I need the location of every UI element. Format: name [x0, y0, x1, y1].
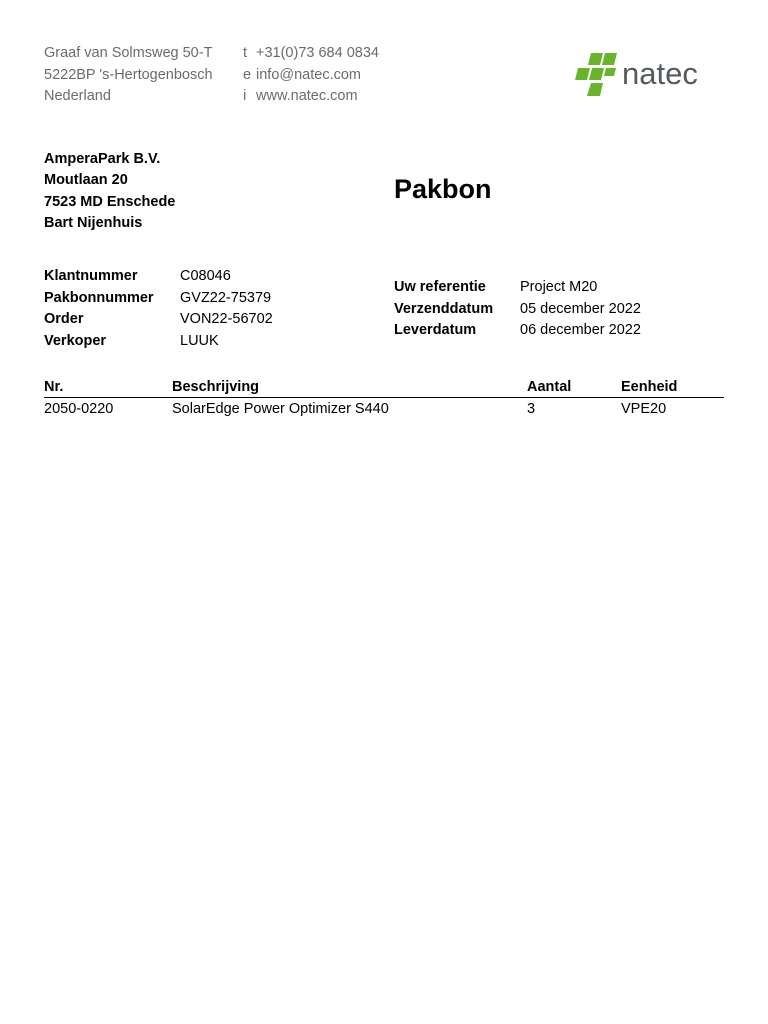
cell-aantal: 3	[527, 401, 536, 417]
cell-eenheid: VPE20	[621, 401, 667, 417]
info-label: Leverdatum	[394, 322, 477, 338]
recipient-company: AmperaPark B.V.	[44, 151, 161, 167]
sender-contact	[243, 43, 379, 108]
order-info-left	[44, 266, 273, 352]
info-label: Pakbonnummer	[44, 289, 154, 306]
info-label: Verzenddatum	[394, 300, 494, 317]
order-info-right	[394, 277, 641, 342]
phone-prefix: t	[243, 45, 248, 61]
email-prefix: e	[243, 66, 252, 83]
sender-address	[44, 43, 213, 108]
info-row-verzenddatum	[394, 299, 641, 321]
recipient-postal-city: 7523 MD Enschede	[44, 193, 176, 210]
document-title: Pakbon	[394, 174, 492, 204]
solar-panel-logo-icon	[574, 52, 618, 98]
info-value: Project M20	[520, 279, 598, 295]
contact-email	[243, 65, 379, 87]
table-row	[44, 398, 724, 420]
info-label: Uw referentie	[394, 279, 486, 295]
info-row-leverdatum	[394, 320, 641, 342]
info-value: C08046	[180, 268, 231, 284]
sender-postal-city: 5222BP 's-Hertogenbosch	[44, 66, 213, 83]
table-header	[44, 376, 724, 398]
info-label: Order	[44, 311, 84, 327]
sender-country: Nederland	[44, 88, 111, 104]
header-eenheid: Eenheid	[621, 378, 678, 395]
email-value: info@natec.com	[256, 66, 361, 83]
natec-logo	[574, 52, 724, 98]
info-row-klantnummer	[44, 266, 273, 288]
sender-street: Graaf van Solmsweg 50-T	[44, 45, 213, 61]
header-nr: Nr.	[44, 378, 64, 395]
info-row-order	[44, 309, 273, 331]
info-value: 06 december 2022	[520, 322, 641, 338]
contact-phone	[243, 43, 379, 65]
cell-beschrijving: SolarEdge Power Optimizer S440	[172, 401, 389, 417]
header-aantal: Aantal	[527, 378, 572, 395]
logo-wordmark: natec	[622, 56, 698, 91]
info-value: VON22-56702	[180, 311, 273, 327]
website-value: www.natec.com	[256, 88, 358, 104]
cell-nr: 2050-0220	[44, 401, 114, 417]
recipient-address	[44, 149, 175, 234]
info-label: Klantnummer	[44, 268, 138, 284]
contact-website	[243, 86, 379, 108]
header-beschrijving: Beschrijving	[172, 378, 260, 395]
recipient-street: Moutlaan 20	[44, 172, 128, 189]
website-prefix: i	[243, 88, 247, 104]
recipient-contact-person: Bart Nijenhuis	[44, 214, 143, 231]
info-row-referentie	[394, 277, 641, 299]
items-table	[44, 376, 724, 420]
info-row-verkoper	[44, 331, 273, 353]
info-row-pakbonnummer	[44, 288, 273, 310]
phone-value: +31(0)73 684 0834	[256, 45, 379, 61]
info-label: Verkoper	[44, 332, 107, 349]
info-value: 05 december 2022	[520, 300, 641, 317]
info-value: LUUK	[180, 332, 219, 349]
info-value: GVZ22-75379	[180, 289, 272, 306]
